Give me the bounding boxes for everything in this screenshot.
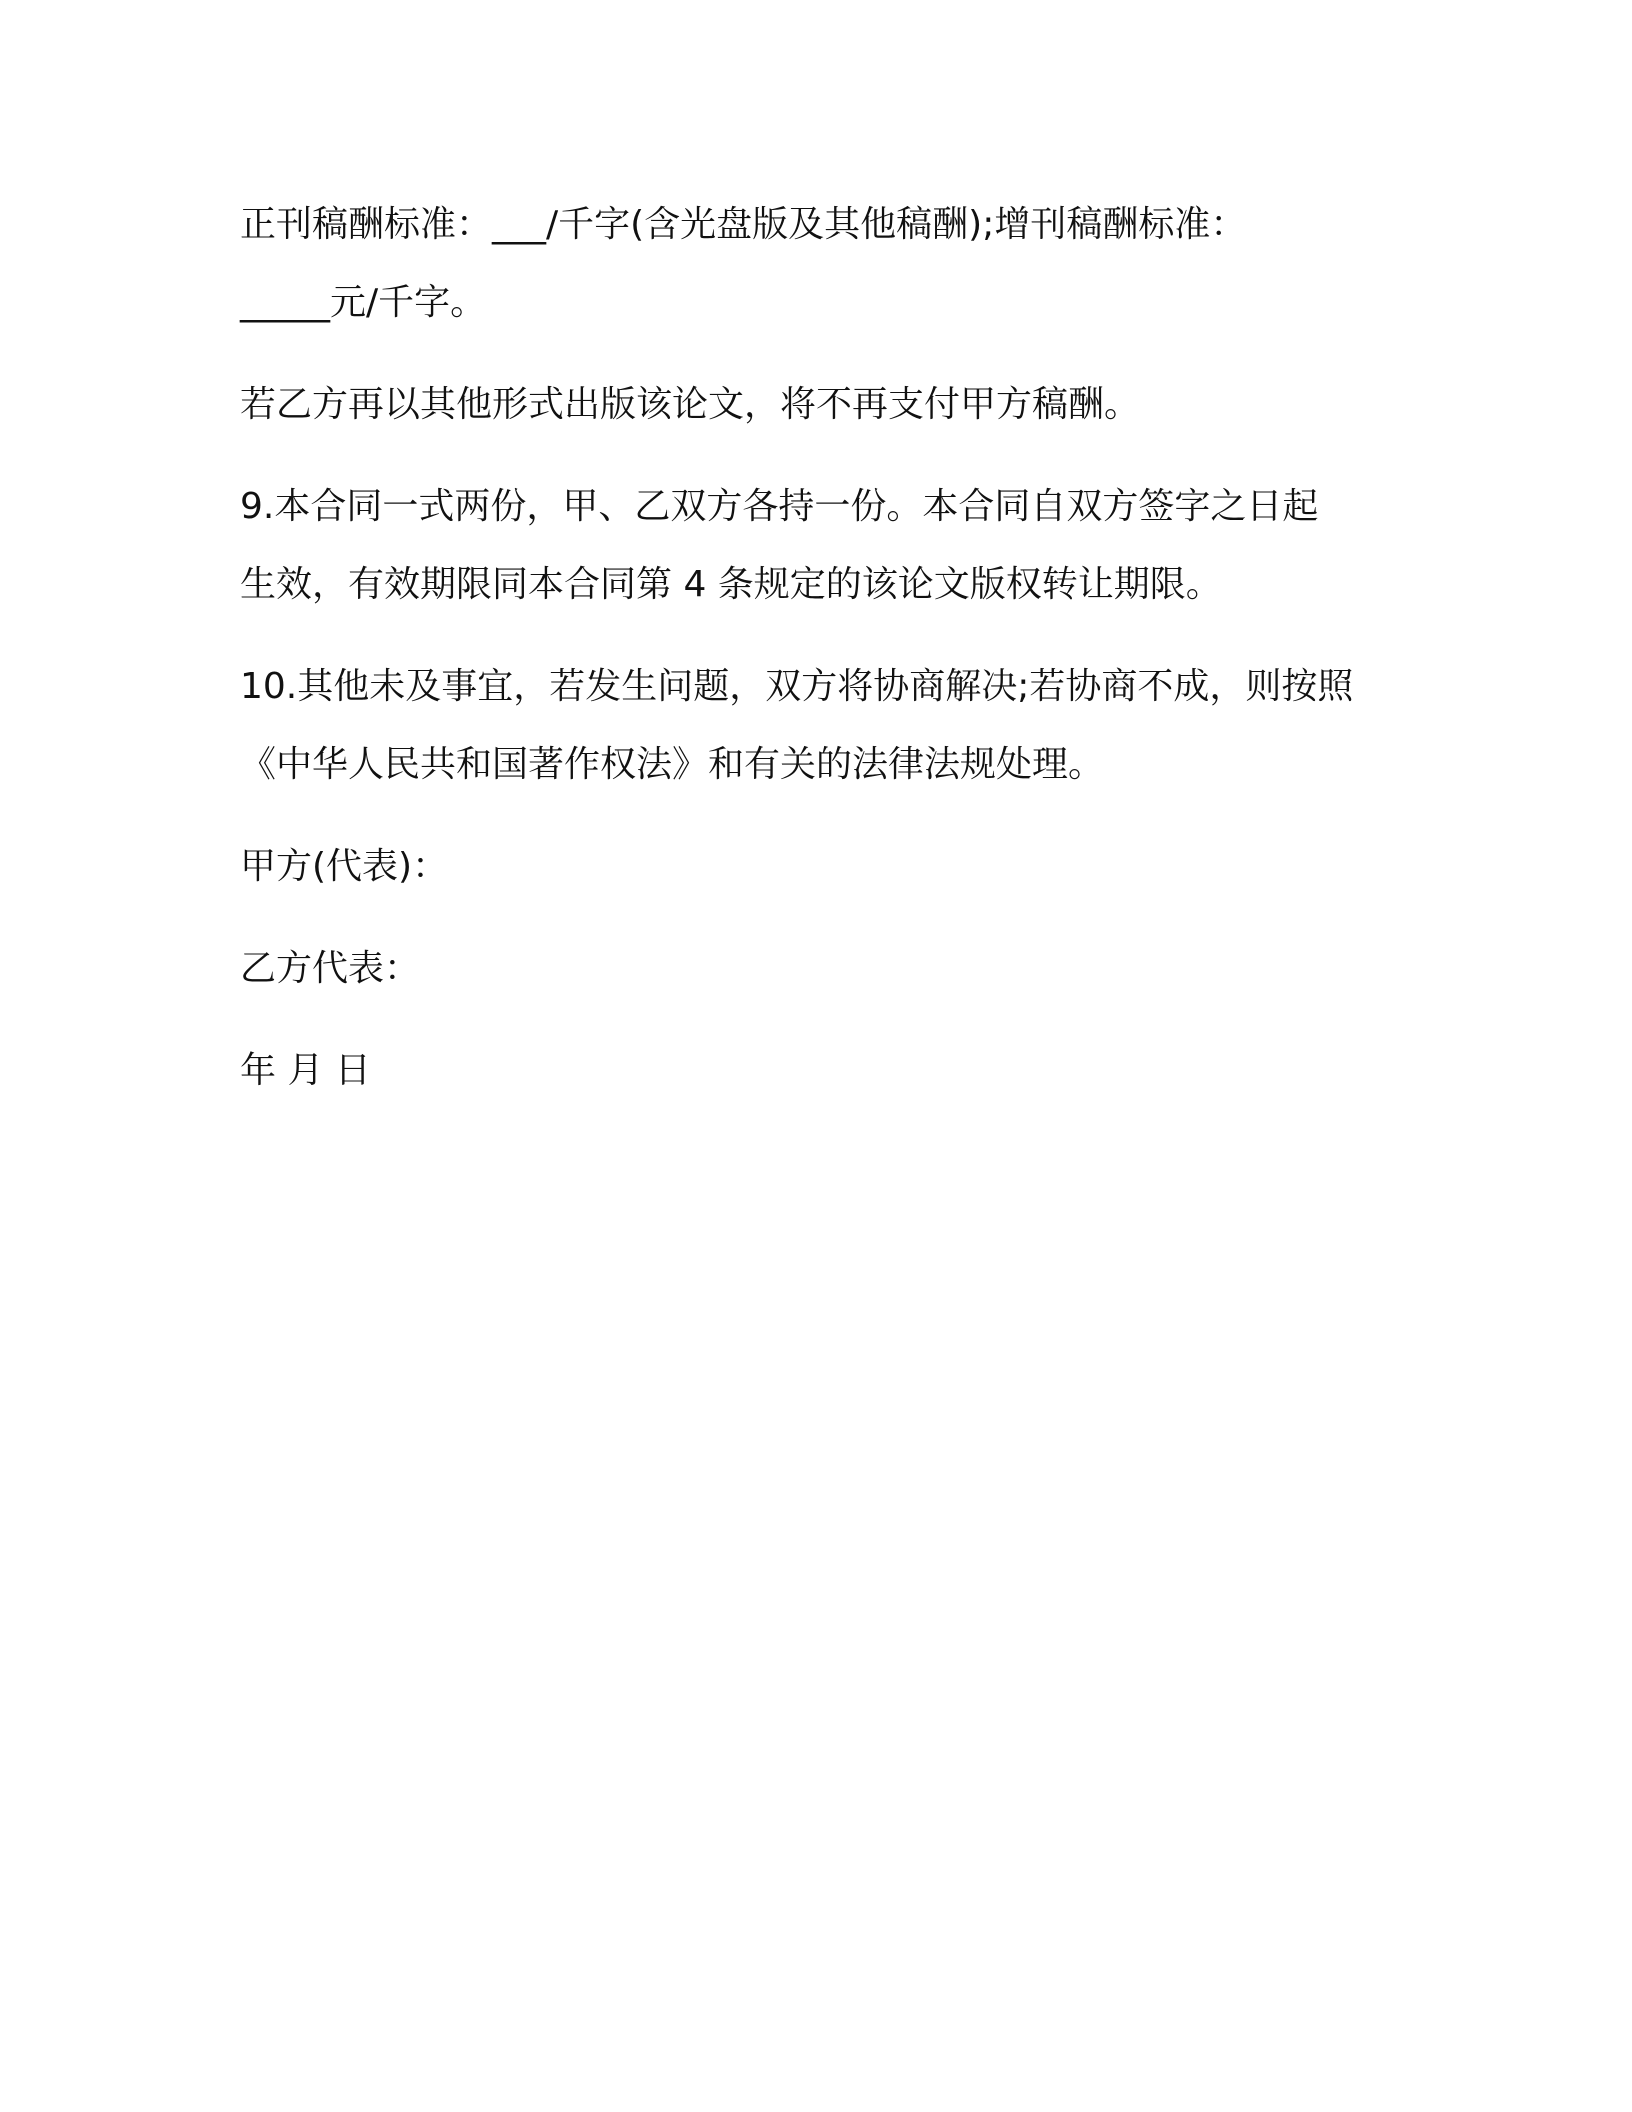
date-line: 年 月 日 — [240, 1050, 371, 1091]
no-further-royalty-paragraph — [240, 366, 1400, 444]
royalty-standard-paragraph — [240, 186, 1400, 342]
paragraph-line: 《中华人民共和国著作权法》和有关的法律法规处理。 — [240, 744, 1105, 785]
paragraph-line: _____元/千字。 — [240, 282, 487, 323]
document-body — [240, 186, 1400, 1134]
paragraph-line: 正刊稿酬标准：___/千字(含光盘版及其他稿酬);增刊稿酬标准： — [240, 204, 1247, 245]
paragraph-line: 若乙方再以其他形式出版该论文，将不再支付甲方稿酬。 — [240, 384, 1141, 425]
paragraph-line: 生效，有效期限同本合同第 4 条规定的该论文版权转让期限。 — [240, 564, 1222, 605]
clause-9-paragraph — [240, 468, 1400, 624]
clause-10-paragraph — [240, 648, 1400, 804]
paragraph-line: 9.本合同一式两份，甲、乙双方各持一份。本合同自双方签字之日起 — [240, 486, 1319, 527]
party-a-signature-line: 甲方(代表)： — [240, 846, 449, 887]
paragraph-line: 10.其他未及事宜，若发生问题，双方将协商解决;若协商不成，则按照 — [240, 666, 1354, 707]
party-b-signature-line: 乙方代表： — [240, 948, 421, 989]
